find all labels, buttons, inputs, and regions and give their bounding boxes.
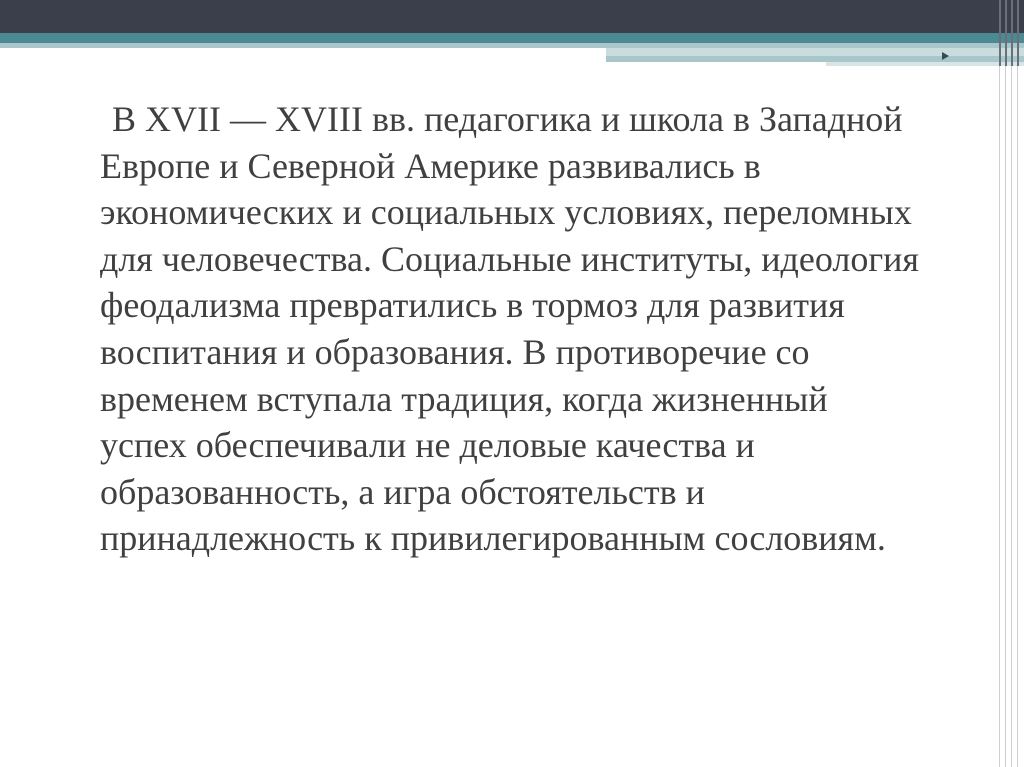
edge-dark-line bbox=[1011, 0, 1013, 66]
arrow-icon bbox=[942, 52, 949, 60]
edge-dark-line bbox=[1005, 0, 1007, 66]
header-dark-band bbox=[0, 0, 1024, 33]
edge-dark-line bbox=[999, 0, 1001, 66]
slide-body bbox=[100, 96, 920, 562]
header-teal-band bbox=[0, 33, 1024, 43]
header-step-band bbox=[606, 48, 1024, 56]
right-edge-dark-lines bbox=[998, 0, 1024, 767]
edge-dark-line bbox=[1017, 0, 1019, 66]
body-paragraph: В XVII — XVIII вв. педагогика и школа в Западной Европе и Северной Америке развивались в экономических и социальных условиях, переломных для человечества. Социальные институты, идеология феодализма превратились в тормоз для развития воспитания и образования. В противоречие со временем вступала традиция, когда жизненный успех обеспечивали не деловые качества и образованность, а игра обстоятельств и принадлежность к привилегированным сословиям. bbox=[100, 99, 919, 559]
header-step-band-3 bbox=[826, 62, 1024, 66]
